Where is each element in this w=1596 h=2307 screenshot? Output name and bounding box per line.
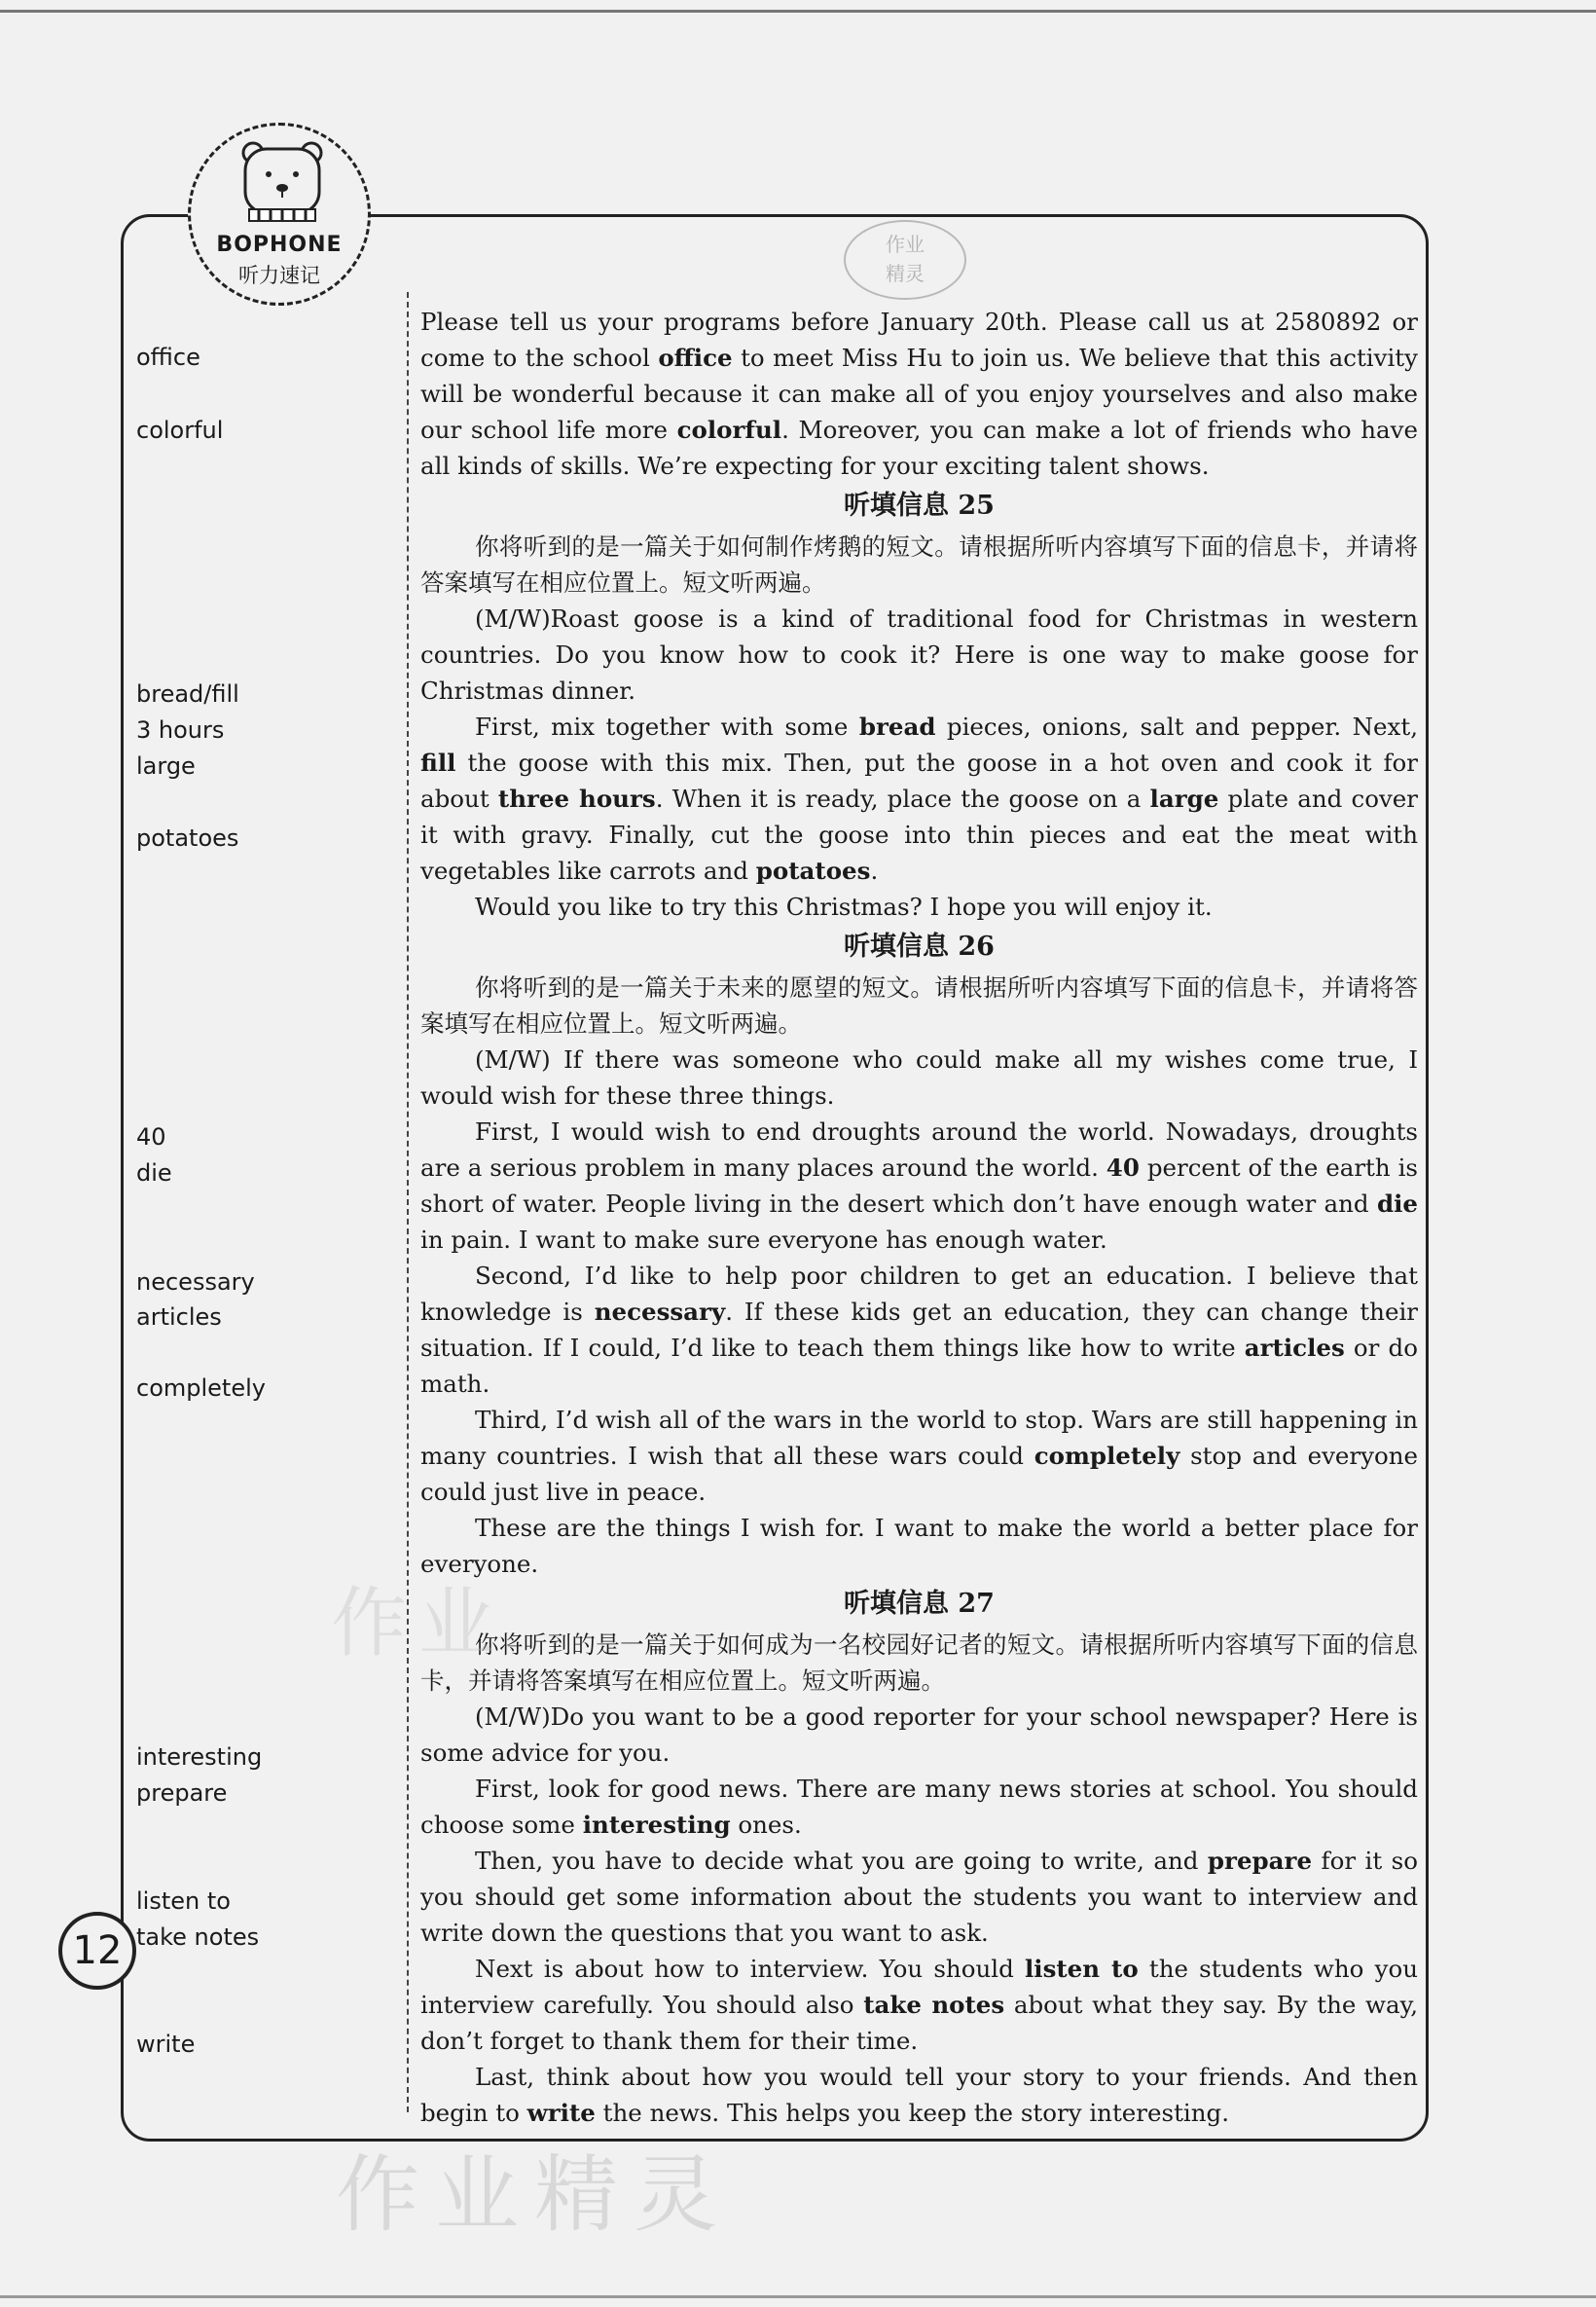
side-note: die <box>136 1159 172 1187</box>
section-25-title: 听填信息 25 <box>844 491 995 521</box>
section-25-paragraph: (M/W)Roast goose is a kind of traditional food for Christmas in western countries. Do you know how to cook it? Here is one way to make goose for Christmas dinner. <box>420 604 1418 705</box>
main-content <box>420 304 1418 2131</box>
page-number: 12 <box>58 1912 136 1990</box>
section-25-paragraph: Would you like to try this Christmas? I hope you will enjoy it. <box>475 893 1213 921</box>
stamp-line-2: 精灵 <box>886 262 925 285</box>
section-26-title: 听填信息 26 <box>844 932 995 962</box>
section-27-title: 听填信息 27 <box>844 1589 995 1619</box>
section-27-instruction: 你将听到的是一篇关于如何成为一名校园好记者的短文。请根据所听内容填写下面的信息卡，并请将答案填写在相应位置上。短文听两遍。 <box>420 1630 1418 1695</box>
section-26-paragraph: (M/W) If there was someone who could make all my wishes come true, I would wish for these three things. <box>420 1045 1418 1110</box>
side-note: write <box>136 2031 196 2058</box>
logo-subtitle: 听力速记 <box>238 264 320 287</box>
section-26-instruction: 你将听到的是一篇关于未来的愿望的短文。请根据所听内容填写下面的信息卡，并请将答案填写在相应位置上。短文听两遍。 <box>420 973 1418 1038</box>
intro-paragraph: Please tell us your programs before January 20th. Please call us at 2580892 or come to the school office to meet Miss Hu to join us. We believe that this activity will be wonderful because it can make all of you enjoy yourselves and also make our school life more colorful. Moreover, you can make a lot of friends who have all kinds of skills. We’re expecting for your exciting talent shows. <box>420 308 1419 480</box>
section-27-paragraph: Then, you have to decide what you are going to write, and prepare for it so you should get some information about the students you want to interview and write down the questions that you want to ask. <box>420 1847 1418 1947</box>
side-note: necessary <box>136 1268 255 1296</box>
bear-icon <box>239 139 325 233</box>
side-note: 3 hours <box>136 716 225 744</box>
side-note: completely <box>136 1374 266 1402</box>
side-note: take notes <box>136 1923 260 1951</box>
section-27-paragraph: Next is about how to interview. You should listen to the students who you interview carefully. You should also take notes about what they say. By the way, don’t forget to thank them for their time. <box>420 1955 1418 2055</box>
section-26-paragraph: Third, I’d wish all of the wars in the world to stop. Wars are still happening in many countries. I wish that all these wars could completely stop and everyone could just live in peace. <box>420 1406 1418 1506</box>
side-note: 40 <box>136 1123 166 1151</box>
side-note: bread/fill <box>136 680 239 708</box>
section-26-paragraph: These are the things I wish for. I want to make the world a better place for everyone. <box>420 1514 1418 1578</box>
logo-brand: BOPHONE <box>216 233 343 257</box>
side-note: prepare <box>136 1779 228 1807</box>
side-note: listen to <box>136 1887 231 1915</box>
section-26-paragraph: First, I would wish to end droughts around the world. Nowadays, droughts are a serious problem in many places around the world. 40 percent of the earth is short of water. People living in the desert which don’t have enough water and die in pain. I want to make sure everyone has enough water. <box>420 1117 1418 1254</box>
section-27-paragraph: Last, think about how you would tell your story to your friends. And then begin to write the news. This helps you keep the story interesting. <box>420 2063 1418 2127</box>
side-note: large <box>136 752 196 780</box>
watermark-mid: 作业 <box>331 1580 507 1667</box>
stamp-logo <box>837 216 973 304</box>
top-edge-line <box>0 10 1596 13</box>
column-divider <box>407 292 409 2112</box>
section-25-instruction: 你将听到的是一篇关于如何制作烤鹅的短文。请根据所听内容填写下面的信息卡，并请将答案填写在相应位置上。短文听两遍。 <box>420 532 1418 597</box>
side-note: potatoes <box>136 824 239 852</box>
section-26-paragraph: Second, I’d like to help poor children to get an education. I believe that knowledge is necessary. If these kids get an education, they can change their situation. If I could, I’d like to teach them things like how to write articles or do math. <box>420 1262 1419 1398</box>
stamp-line-1: 作业 <box>886 233 925 256</box>
side-note: interesting <box>136 1743 263 1771</box>
logo-badge <box>188 123 371 306</box>
section-25-paragraph: First, mix together with some bread pieces, onions, salt and pepper. Next, fill the goose with this mix. Then, put the goose in a hot oven and cook it for about three hours. When it is ready, place the goose on a large plate and cover it with gravy. Finally, cut the goose into thin pieces and eat the meat with vegetables like carrots and potatoes. <box>420 713 1418 885</box>
side-note: articles <box>136 1303 222 1331</box>
side-note: office <box>136 344 200 371</box>
bottom-edge-line <box>0 2295 1596 2298</box>
section-27-paragraph: (M/W)Do you want to be a good reporter for your school newspaper? Here is some advice for you. <box>420 1703 1418 1767</box>
watermark-bottom: 作业精灵 <box>336 2146 733 2244</box>
side-note: colorful <box>136 417 224 444</box>
section-27-paragraph: First, look for good news. There are many news stories at school. You should choose some interesting ones. <box>420 1775 1418 1839</box>
